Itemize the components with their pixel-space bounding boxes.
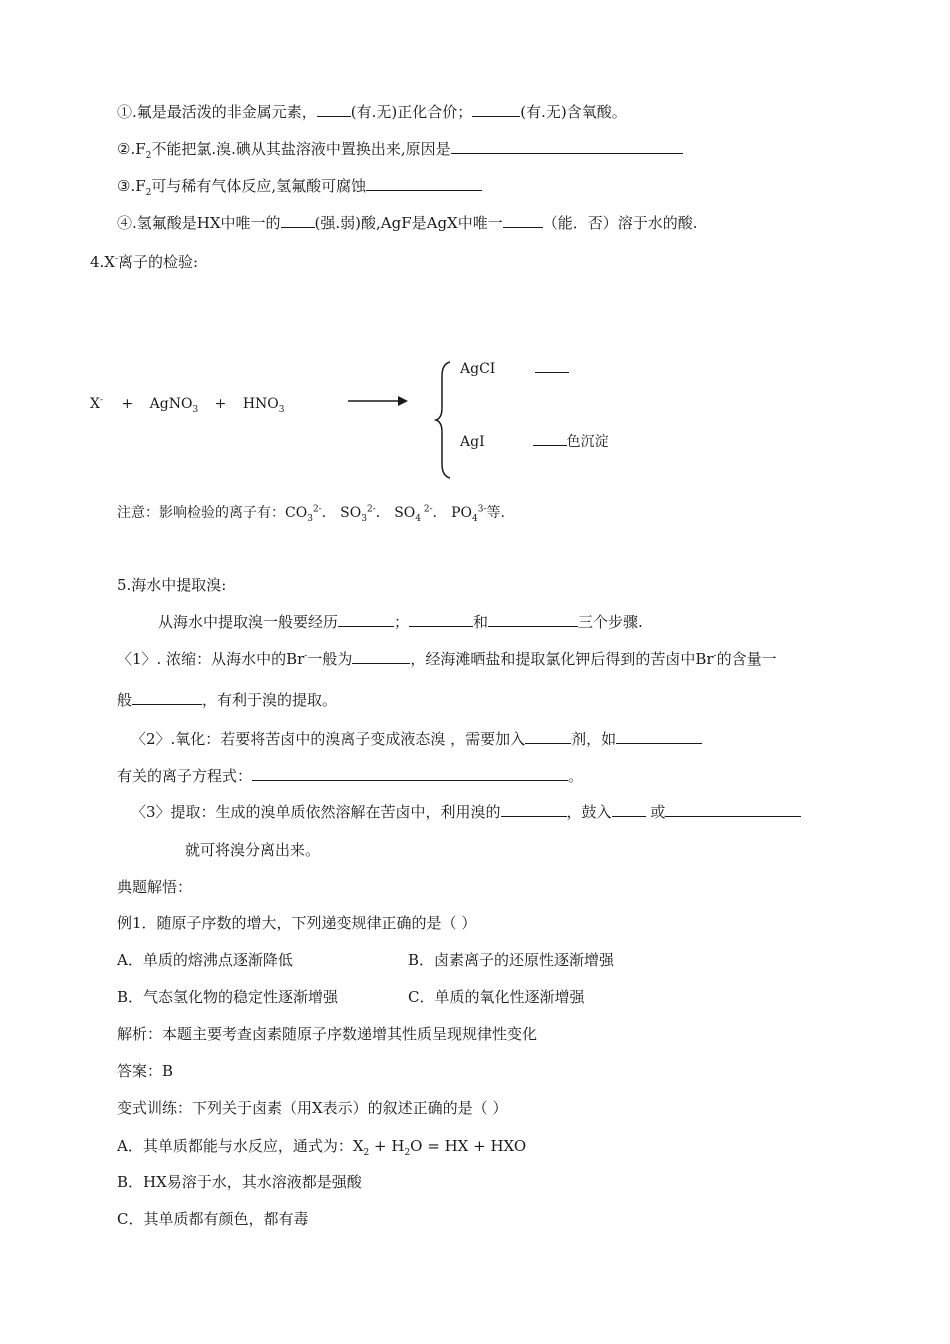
text: 〈1〉. 浓缩：从海水中的Br	[117, 650, 305, 668]
section-5-title: 5.海水中提取溴:	[117, 576, 227, 594]
text: 。	[568, 767, 584, 785]
example-1-question: 例1．随原子序数的增大，下列递变规律正确的是（ ）	[117, 914, 477, 932]
text: 〈2〉.氧化：若要将苦卤中的溴离子变成液态溴 ，需要加入	[131, 730, 526, 748]
product-agi	[460, 431, 609, 452]
option-d: C．单质的氧化性逐渐增强	[408, 988, 585, 1006]
fill-blank[interactable]	[352, 649, 410, 664]
fill-blank[interactable]	[503, 213, 543, 228]
text: ④.氢氟酸是HX中唯一的	[117, 214, 281, 232]
subscript: 4	[472, 513, 478, 524]
ionic-equation-line	[117, 766, 583, 786]
option-c: B．气态氢化物的稳定性逐渐增强	[117, 988, 339, 1006]
variant-option-c: C．其单质都有颜色，都有毒	[117, 1210, 309, 1228]
text: ，有利于溴的提取。	[202, 691, 338, 709]
text: ，鼓入	[566, 803, 612, 821]
step-extract	[131, 802, 801, 822]
fluorine-line-2	[117, 139, 683, 159]
fluorine-line-1	[117, 102, 627, 122]
text: ． SO	[375, 505, 416, 521]
superscript: 3-	[477, 504, 487, 515]
fill-blank[interactable]	[317, 102, 351, 117]
fill-blank[interactable]	[616, 729, 702, 744]
superscript: -	[115, 254, 119, 264]
text: 等.	[486, 505, 505, 521]
text: 色沉淀	[566, 434, 609, 450]
fluorine-line-4	[117, 213, 698, 233]
text: (强.弱)酸,AgF是AgX中唯一	[314, 214, 503, 232]
subscript: 3	[278, 404, 285, 415]
subscript: 3	[192, 404, 199, 415]
step-extract-cont: 就可将溴分离出来。	[185, 841, 321, 859]
fill-blank[interactable]	[338, 612, 394, 627]
ion-x: X	[90, 396, 100, 412]
fill-blank[interactable]	[612, 802, 646, 817]
subscript: 2	[404, 1148, 411, 1158]
text: AgI	[460, 434, 485, 450]
fill-blank[interactable]	[281, 213, 315, 228]
product-agcl	[460, 358, 569, 379]
subscript: 2	[363, 1148, 370, 1158]
interfering-ions-note	[117, 503, 505, 523]
plus-sign: +	[121, 396, 134, 412]
text: 从海水中提取溴一般要经历	[158, 613, 339, 631]
option-a: A．单质的熔沸点逐渐降低	[117, 951, 293, 969]
fill-blank[interactable]	[525, 729, 571, 744]
superscript: -	[713, 651, 717, 661]
text: 不能把氯.溴.碘从其盐溶液中置换出来,原因是	[151, 140, 451, 158]
superscript: 2-	[421, 504, 433, 515]
subscript: 3	[361, 513, 367, 524]
fill-blank[interactable]	[451, 139, 683, 154]
text: ①.氟是最活泼的非金属元素，	[117, 103, 317, 121]
fill-blank[interactable]	[472, 102, 520, 117]
text: ． PO	[432, 505, 473, 521]
superscript: 2-	[366, 504, 376, 515]
reagent-agno3: AgNO	[149, 396, 193, 412]
reaction-arrow-icon	[346, 393, 410, 409]
step-concentrate-cont	[117, 690, 337, 710]
text: + H	[369, 1137, 405, 1155]
text: A．其单质都能与水反应，通式为：X	[117, 1137, 364, 1155]
fill-blank[interactable]	[501, 802, 567, 817]
fill-blank[interactable]	[665, 802, 801, 817]
superscript: -	[304, 651, 308, 661]
text: 一般为	[307, 650, 353, 668]
fill-blank[interactable]	[533, 431, 567, 446]
text: 〈3〉提取：生成的溴单质依然溶解在苦卤中，利用溴的	[131, 803, 501, 821]
text: 4.X	[90, 253, 115, 271]
text: AgCI	[460, 361, 496, 377]
fill-blank[interactable]	[252, 766, 568, 781]
reaction-reactants	[90, 394, 285, 414]
text: 和	[473, 613, 489, 631]
bromine-steps	[158, 612, 643, 632]
text: 三个步骤.	[578, 613, 643, 631]
text: 注意：影响检验的离子有：CO	[117, 505, 308, 521]
superscript: -	[99, 395, 104, 406]
superscript: 2-	[312, 504, 322, 515]
reagent-hno3: HNO	[242, 396, 279, 412]
examples-heading: 典题解悟：	[117, 878, 193, 896]
text: 可与稀有气体反应,氢氟酸可腐蚀	[151, 177, 367, 195]
subscript: 2	[145, 151, 152, 161]
fill-blank[interactable]	[535, 358, 569, 373]
fill-blank[interactable]	[366, 176, 482, 191]
section-4-title	[90, 252, 198, 272]
subscript: 2	[145, 188, 152, 198]
subscript: 3	[307, 513, 313, 524]
fluorine-line-3	[117, 176, 482, 196]
text: ③.F	[117, 177, 146, 195]
text: (有.无)正化合价；	[350, 103, 473, 121]
text: ②.F	[117, 140, 146, 158]
text: 的含量一	[716, 650, 777, 668]
option-b: B．卤素离子的还原性逐渐增强	[408, 951, 615, 969]
variant-question: 变式训练：下列关于卤素（用X表示）的叙述正确的是（ ）	[117, 1099, 508, 1117]
text: 离子的检验:	[118, 253, 199, 271]
plus-sign: +	[214, 396, 227, 412]
step-oxidize	[131, 729, 702, 749]
answer: 答案：B	[117, 1062, 174, 1080]
text: 或	[645, 803, 666, 821]
analysis: 解析：本题主要考查卤素随原子序数递增其性质呈现规律性变化	[117, 1025, 538, 1043]
variant-option-a	[117, 1136, 526, 1156]
text: （能．否）溶于水的酸.	[542, 214, 698, 232]
text: ． SO	[321, 505, 362, 521]
variant-option-b: B．HX易溶于水，其水溶液都是强酸	[117, 1173, 362, 1191]
text: 般	[117, 691, 133, 709]
fill-blank[interactable]	[132, 690, 202, 705]
text: O = HX + HXO	[410, 1137, 527, 1155]
step-concentrate	[117, 649, 777, 669]
subscript: 4	[415, 513, 422, 524]
text: 有关的离子方程式：	[117, 767, 253, 785]
text: 剂，如	[571, 730, 617, 748]
text: (有.无)含氧酸。	[520, 103, 627, 121]
fill-blank[interactable]	[488, 612, 578, 627]
text: ；	[394, 613, 410, 631]
text: ，经海滩晒盐和提取氯化钾后得到的苦卤中Br	[410, 650, 714, 668]
left-brace-icon	[434, 360, 454, 480]
fill-blank[interactable]	[409, 612, 473, 627]
